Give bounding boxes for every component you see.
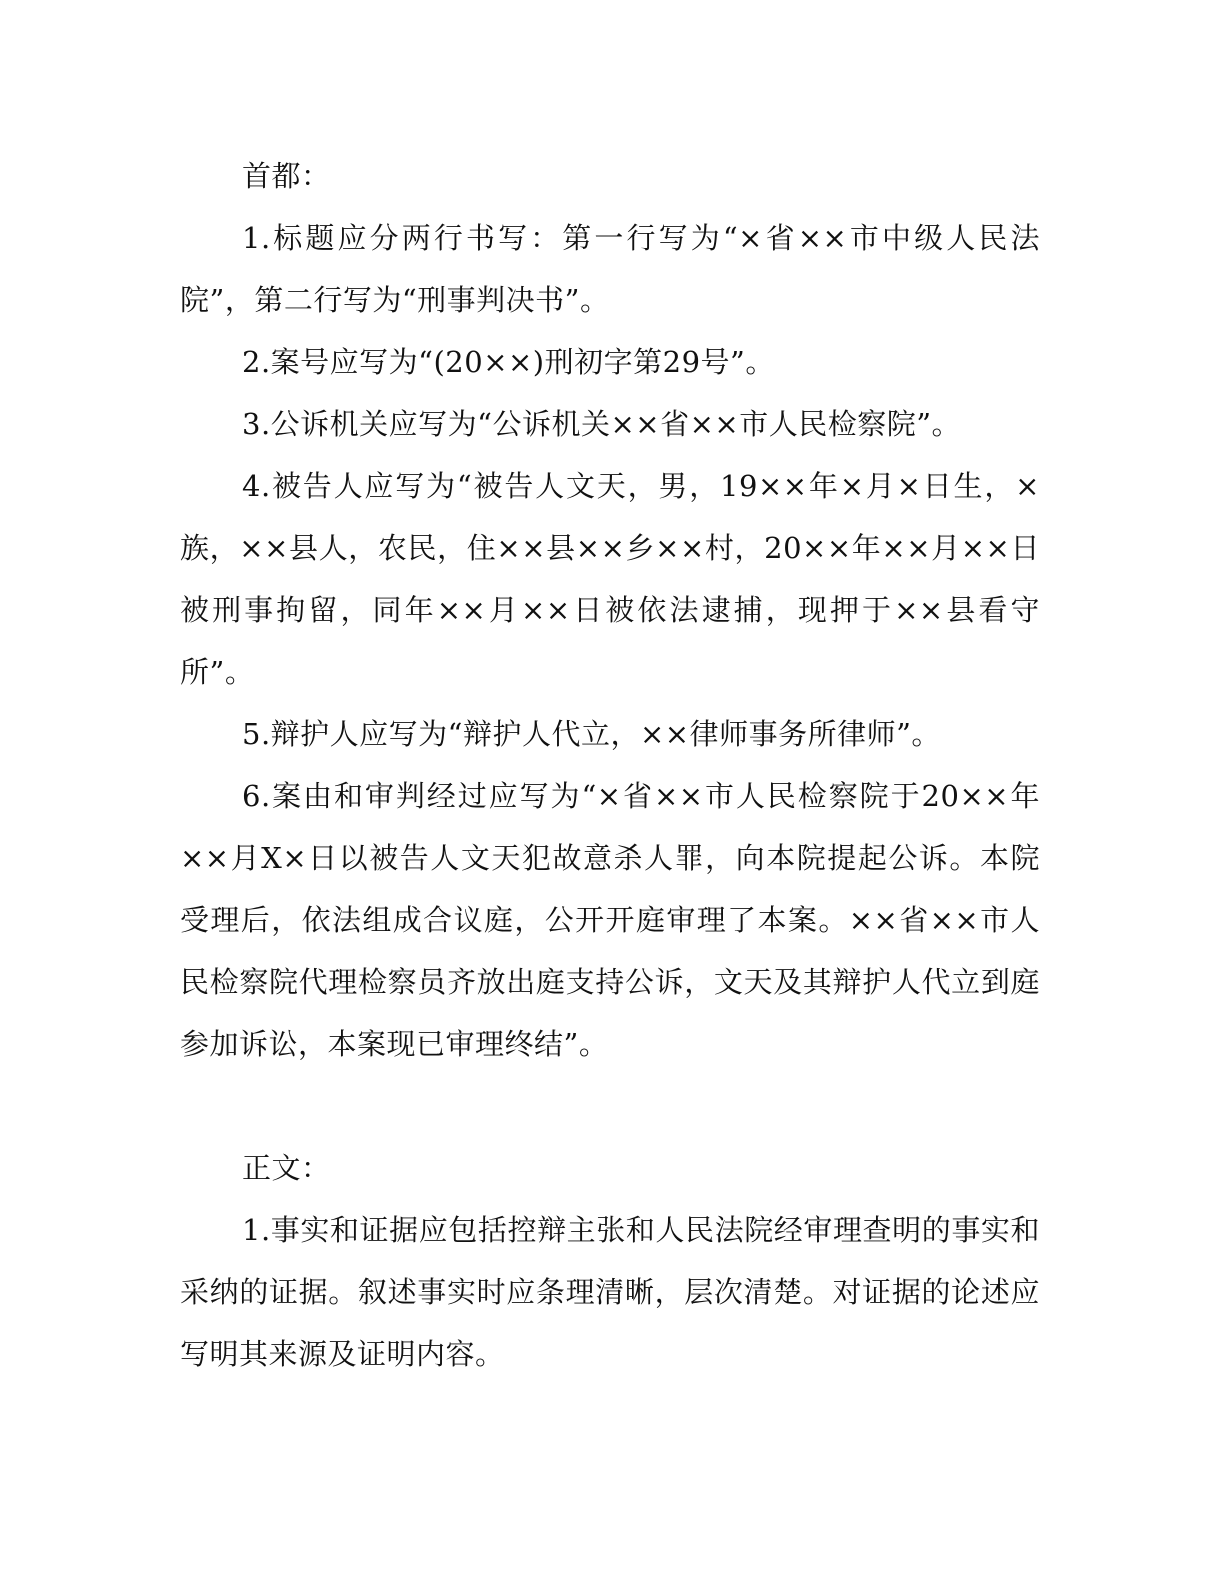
header-item-prosecutor: 3.公诉机关应写为“公诉机关××省××市人民检察院”。 [242,407,962,441]
header-item-title: 1.标题应分两行书写：第一行写为“×省××市中级人民法院”，第二行写为“刑事判决书”。 [180,221,1040,317]
section-heading-header: 首都： [242,159,331,193]
section-spacer [180,1075,1040,1137]
header-item-defendant: 4.被告人应写为“被告人文天，男，19××年×月×日生，×族，××县人，农民，住××县××乡××村，20××年××月××日被刑事拘留，同年××月××日被依法逮捕，现押于××县看守所”。 [180,469,1040,689]
section-heading-body: 正文： [242,1151,331,1185]
header-item-case-history: 6.案由和审判经过应写为“×省××市人民检察院于20××年××月X×日以被告人文天犯故意杀人罪，向本院提起公诉。本院受理后，依法组成合议庭，公开开庭审理了本案。××省××市人民检察院代理检察员齐放出庭支持公诉，文天及其辩护人代立到庭参加诉讼，本案现已审理终结”。 [180,779,1040,1061]
header-item-case-number: 2.案号应写为“(20××)刑初字第29号”。 [242,345,775,379]
document-body [180,145,1040,1385]
header-item-defender: 5.辩护人应写为“辩护人代立，××律师事务所律师”。 [242,717,941,751]
body-item-facts-evidence: 1.事实和证据应包括控辩主张和人民法院经审理查明的事实和采纳的证据。叙述事实时应条理清晰，层次清楚。对证据的论述应写明其来源及证明内容。 [180,1213,1040,1371]
